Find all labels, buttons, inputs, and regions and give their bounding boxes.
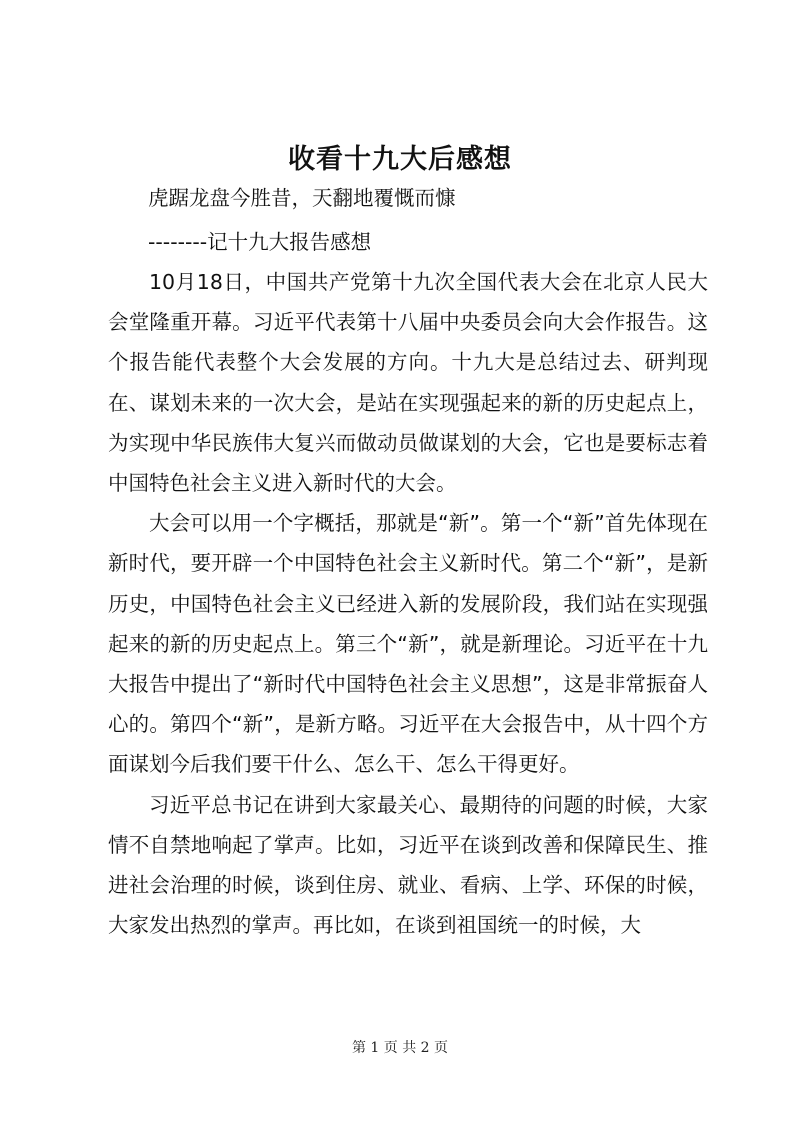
paragraph-1: 10月18日，中国共产党第十九次全国代表大会在北京人民大会堂隆重开幕。习近平代表第十八届中央委员会向大会作报告。这个报告能代表整个大会发展的方向。十九大是总结过去、研判现在、谋划未来的一次大会，是站在实现强起来的新的历史起点上，为实现中华民族伟大复兴而做动员做谋划的大会，它也是要标志着中国特色社会主义进入新时代的大会。	[108, 270, 708, 496]
paragraph-2: 大会可以用一个字概括，那就是“新”。第一个“新”首先体现在新时代，要开辟一个中国特色社会主义新时代。第二个“新”，是新历史，中国特色社会主义已经进入新的发展阶段，我们站在实现强起来的新的历史起点上。第三个“新”，就是新理论。习近平在十九大报告中提出了“新时代中国特色社会主义思想”，这是非常振奋人心的。第四个“新”，是新方略。习近平在大会报告中，从十四个方面谋划今后我们要干什么、怎么干、怎么干得更好。	[108, 511, 708, 777]
page-footer: 第 1 页 共 2 页	[351, 1040, 449, 1056]
subtitle-line-1: 虎踞龙盘今胜昔，天翻地覆慨而慷	[148, 186, 456, 210]
subtitle-line-2: --------记十九大报告感想	[148, 230, 372, 254]
paragraph-3: 习近平总书记在讲到大家最关心、最期待的问题的时候，大家情不自禁地响起了掌声。比如，习近平在谈到改善和保障民生、推进社会治理的时候，谈到住房、就业、看病、上学、环保的时候，大家发出热烈的掌声。再比如，在谈到祖国统一的时候，大	[108, 792, 708, 938]
page-title: 收看十九大后感想	[288, 144, 512, 175]
document-body	[108, 262, 708, 945]
